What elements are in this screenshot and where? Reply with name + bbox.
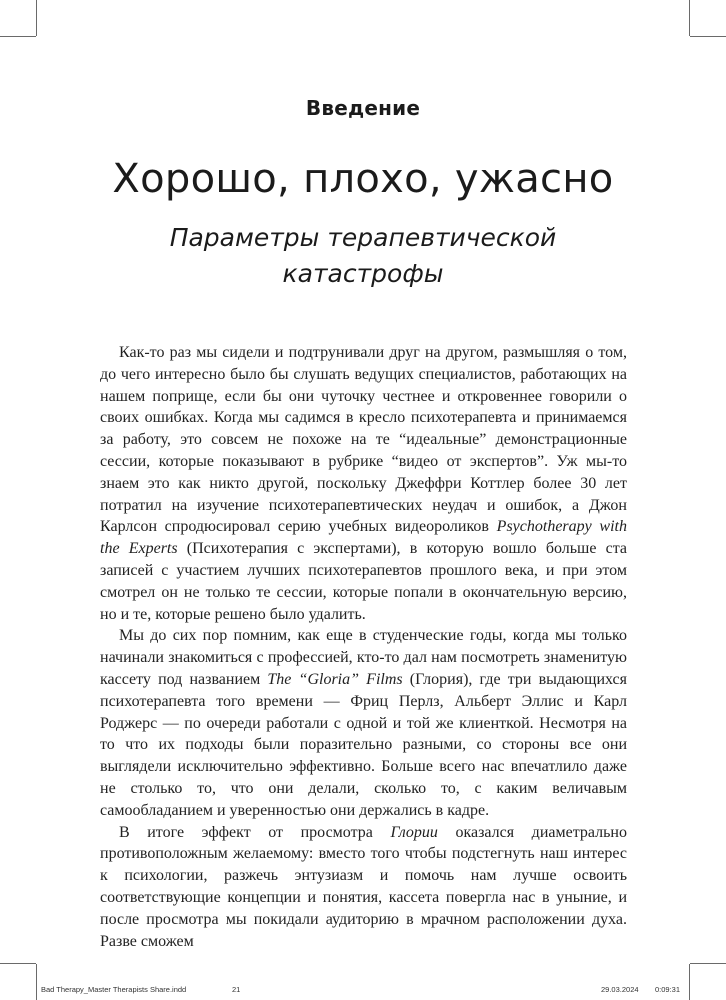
- crop-mark-bottom-left: [36, 964, 37, 1000]
- chapter-subtitle: Параметры терапевтической катастрофы: [169, 223, 557, 288]
- crop-mark-bottom-right: [689, 964, 690, 1000]
- text-run: (Глория), где три выдающихся психотерапевта того времени — Фриц Перлз, Альберт Эллис и Карл Роджерс — по очереди работали с одной и той же клиенткой. Несмотря на то что их подходы были поразительно разными, со стороны все они выглядели исключительно эффективно. Больше всего нас впечатлило даже не столько то, что они делали, сколько то, с каким величавым самообладанием и уверенностью они держались в кадре.: [100, 670, 628, 819]
- footer-time: 0:09:31: [655, 985, 681, 994]
- italic-title: Psychotherapy with the Experts: [100, 518, 627, 558]
- body-text: [100, 342, 627, 952]
- crop-mark-left-top: [0, 36, 36, 37]
- crop-mark-right-top: [690, 36, 726, 37]
- footer-file-name: Bad Therapy_Master Therapists Share.indd: [41, 985, 187, 994]
- text-run: Как-то раз мы сидели и подтрунивали друг на другом, размышляя о том, до чего интересно было бы слушать ведущих специалистов, работающих на нашем поприще, если бы они чуточку честнее и откровеннее говорили о своих ошибках. Когда мы садимся в кресло психотерапевта и принимаемся за работу, это совсем не похоже на те “идеальные” демонстрационные сессии, которые показывают в рубрике “видео от экспертов”. Уж мы-то знаем это как никто другой, поскольку Джеффри Коттлер более 30 лет потратил на изучение психотерапевтических неудач и ошибок, а Джон Карлсон спродюсировал серию учебных видеороликов: [100, 344, 627, 536]
- italic-title: Глории: [390, 823, 438, 841]
- footer-page-number: 21: [232, 985, 241, 994]
- crop-mark-right-bottom: [690, 963, 726, 964]
- text-run: оказался диаметрально противоположным желаемому: вместо того чтобы подстегнуть наш интерес к психологии, разжечь энтузиазм и помочь нам лучше освоить соответствующие концепции и понятия, кассета повергла нас в уныние, и после просмотра мы покидали аудиторию в мрачном расположении духа. Разве сможем: [100, 823, 627, 950]
- text-run: (Психотерапия с экспертами), в которую вошло больше ста записей с участием лучших психотерапевтов прошлого века, и при этом смотрел он не только те сессии, которые попали в окончательную версию, но и те, которые решено было удалить.: [100, 540, 628, 623]
- footer-date: 29.03.2024: [601, 985, 639, 994]
- paragraph: [100, 625, 627, 821]
- section-label: Введение: [305, 96, 421, 120]
- italic-title: The “Gloria” Films: [267, 670, 403, 688]
- crop-mark-top-left: [36, 0, 37, 36]
- crop-mark-left-bottom: [0, 963, 36, 964]
- text-run: Мы до сих пор помним, как еще в студенческие годы, когда мы только начинали знакомиться с профессией, кто-то дал нам посмотреть знаменитую кассету под названием: [100, 627, 627, 688]
- crop-mark-top-right: [689, 0, 690, 36]
- paragraph: [100, 822, 627, 953]
- paragraph: [100, 342, 627, 625]
- text-run: В итоге эффект от просмотра: [119, 823, 391, 841]
- chapter-title: Хорошо, плохо, ужасно: [112, 156, 614, 202]
